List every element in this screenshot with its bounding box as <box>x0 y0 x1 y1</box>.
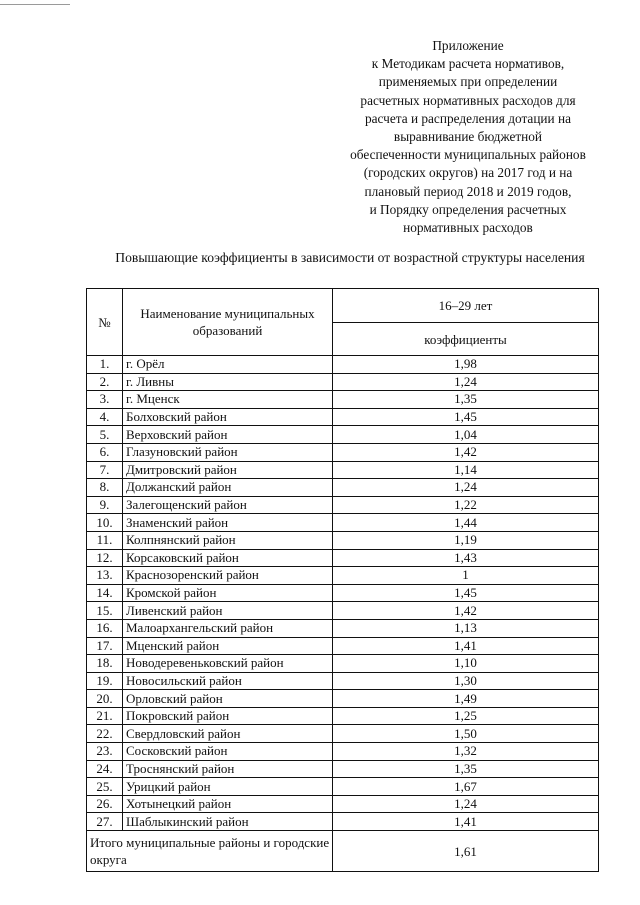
table-row <box>87 514 599 532</box>
table-row <box>87 602 599 620</box>
table-body <box>87 356 599 831</box>
row-name: Краснозоренский район <box>123 567 333 585</box>
row-number: 17. <box>87 637 123 655</box>
row-value: 1,10 <box>333 655 599 673</box>
appendix-line: расчета и распределения дотации на <box>364 110 572 126</box>
row-number: 20. <box>87 690 123 708</box>
table-row <box>87 356 599 374</box>
table-row <box>87 690 599 708</box>
row-number: 6. <box>87 443 123 461</box>
appendix-line: и Порядку определения расчетных <box>369 201 567 217</box>
row-name: г. Ливны <box>123 373 333 391</box>
row-number: 21. <box>87 707 123 725</box>
row-value: 1,44 <box>333 514 599 532</box>
appendix-line: к Методикам расчета нормативов, <box>371 56 565 72</box>
appendix-line: плановый период 2018 и 2019 годов, <box>364 183 572 199</box>
row-name: Троснянский район <box>123 760 333 778</box>
row-number: 5. <box>87 426 123 444</box>
row-name: Корсаковский район <box>123 549 333 567</box>
row-number: 24. <box>87 760 123 778</box>
row-value: 1,35 <box>333 391 599 409</box>
row-name: Урицкий район <box>123 778 333 796</box>
row-name: Мценский район <box>123 637 333 655</box>
table-row <box>87 778 599 796</box>
appendix-line: (городских округов) на 2017 год и на <box>363 165 573 181</box>
row-number: 19. <box>87 672 123 690</box>
row-value: 1,41 <box>333 813 599 831</box>
row-value: 1,42 <box>333 602 599 620</box>
row-name: Колпнянский район <box>123 531 333 549</box>
row-value: 1,50 <box>333 725 599 743</box>
row-number: 16. <box>87 619 123 637</box>
row-name: г. Мценск <box>123 391 333 409</box>
row-value: 1,98 <box>333 356 599 374</box>
row-name: Новосильский район <box>123 672 333 690</box>
appendix-header <box>318 37 618 237</box>
row-number: 9. <box>87 496 123 514</box>
appendix-line: выравнивание бюджетной <box>393 129 543 145</box>
row-name: Залегощенский район <box>123 496 333 514</box>
row-number: 22. <box>87 725 123 743</box>
total-row <box>87 831 599 872</box>
table-row <box>87 391 599 409</box>
row-name: Глазуновский район <box>123 443 333 461</box>
row-value: 1,25 <box>333 707 599 725</box>
row-number: 15. <box>87 602 123 620</box>
appendix-line: расчетных нормативных расходов для <box>360 92 576 108</box>
row-value: 1,24 <box>333 479 599 497</box>
column-header-coefficients: коэффициенты <box>333 323 599 356</box>
row-name: Дмитровский район <box>123 461 333 479</box>
row-number: 13. <box>87 567 123 585</box>
table-row <box>87 479 599 497</box>
table-row <box>87 426 599 444</box>
row-name: Кромской район <box>123 584 333 602</box>
appendix-line: применяемых при определении <box>378 74 558 90</box>
row-number: 10. <box>87 514 123 532</box>
row-value: 1,45 <box>333 584 599 602</box>
row-name: Хотынецкий район <box>123 795 333 813</box>
row-number: 26. <box>87 795 123 813</box>
row-name: Малоархангельский район <box>123 619 333 637</box>
row-name: Новодеревеньковский район <box>123 655 333 673</box>
row-name: Должанский район <box>123 479 333 497</box>
table-row <box>87 637 599 655</box>
row-name: Шаблыкинский район <box>123 813 333 831</box>
table-row <box>87 373 599 391</box>
row-value: 1,19 <box>333 531 599 549</box>
appendix-line: обеспеченности муниципальных районов <box>350 147 586 163</box>
row-name: Орловский район <box>123 690 333 708</box>
table-row <box>87 813 599 831</box>
row-name: г. Орёл <box>123 356 333 374</box>
row-name: Покровский район <box>123 707 333 725</box>
table-row <box>87 443 599 461</box>
row-value: 1,35 <box>333 760 599 778</box>
table-row <box>87 795 599 813</box>
row-value: 1,43 <box>333 549 599 567</box>
row-name: Ливенский район <box>123 602 333 620</box>
table-row <box>87 496 599 514</box>
table-row <box>87 760 599 778</box>
row-value: 1,49 <box>333 690 599 708</box>
table-row <box>87 707 599 725</box>
table-row <box>87 461 599 479</box>
row-number: 3. <box>87 391 123 409</box>
row-number: 4. <box>87 408 123 426</box>
row-value: 1,13 <box>333 619 599 637</box>
row-value: 1,14 <box>333 461 599 479</box>
table-row <box>87 408 599 426</box>
table-row <box>87 619 599 637</box>
row-value: 1,32 <box>333 743 599 761</box>
row-value: 1,04 <box>333 426 599 444</box>
column-header-name: Наименование муниципальных образований <box>123 289 333 356</box>
table-row <box>87 567 599 585</box>
row-value: 1,67 <box>333 778 599 796</box>
table-row <box>87 531 599 549</box>
row-value: 1,24 <box>333 373 599 391</box>
appendix-line: нормативных расходов <box>403 220 533 236</box>
row-number: 25. <box>87 778 123 796</box>
row-number: 7. <box>87 461 123 479</box>
row-value: 1 <box>333 567 599 585</box>
page-edge-mark <box>0 4 70 5</box>
row-value: 1,45 <box>333 408 599 426</box>
row-value: 1,22 <box>333 496 599 514</box>
row-name: Болховский район <box>123 408 333 426</box>
row-number: 11. <box>87 531 123 549</box>
row-number: 8. <box>87 479 123 497</box>
row-number: 18. <box>87 655 123 673</box>
total-value: 1,61 <box>333 831 599 872</box>
row-value: 1,30 <box>333 672 599 690</box>
coefficients-table <box>86 288 599 872</box>
row-name: Знаменский район <box>123 514 333 532</box>
appendix-line: Приложение <box>432 38 504 53</box>
row-name: Свердловский район <box>123 725 333 743</box>
table-row <box>87 725 599 743</box>
row-value: 1,24 <box>333 795 599 813</box>
table-row <box>87 655 599 673</box>
row-number: 1. <box>87 356 123 374</box>
table-row <box>87 549 599 567</box>
row-name: Верховский район <box>123 426 333 444</box>
column-header-age-group: 16–29 лет <box>333 289 599 323</box>
table-row <box>87 584 599 602</box>
row-number: 23. <box>87 743 123 761</box>
row-number: 27. <box>87 813 123 831</box>
document-title: Повышающие коэффициенты в зависимости от возрастной структуры населения <box>115 250 585 265</box>
total-label: Итого муниципальные районы и городские округа <box>87 831 333 872</box>
row-number: 12. <box>87 549 123 567</box>
table-row <box>87 672 599 690</box>
row-number: 2. <box>87 373 123 391</box>
row-value: 1,42 <box>333 443 599 461</box>
row-number: 14. <box>87 584 123 602</box>
row-name: Сосковский район <box>123 743 333 761</box>
table-row <box>87 743 599 761</box>
row-value: 1,41 <box>333 637 599 655</box>
column-header-number: № <box>87 289 123 356</box>
